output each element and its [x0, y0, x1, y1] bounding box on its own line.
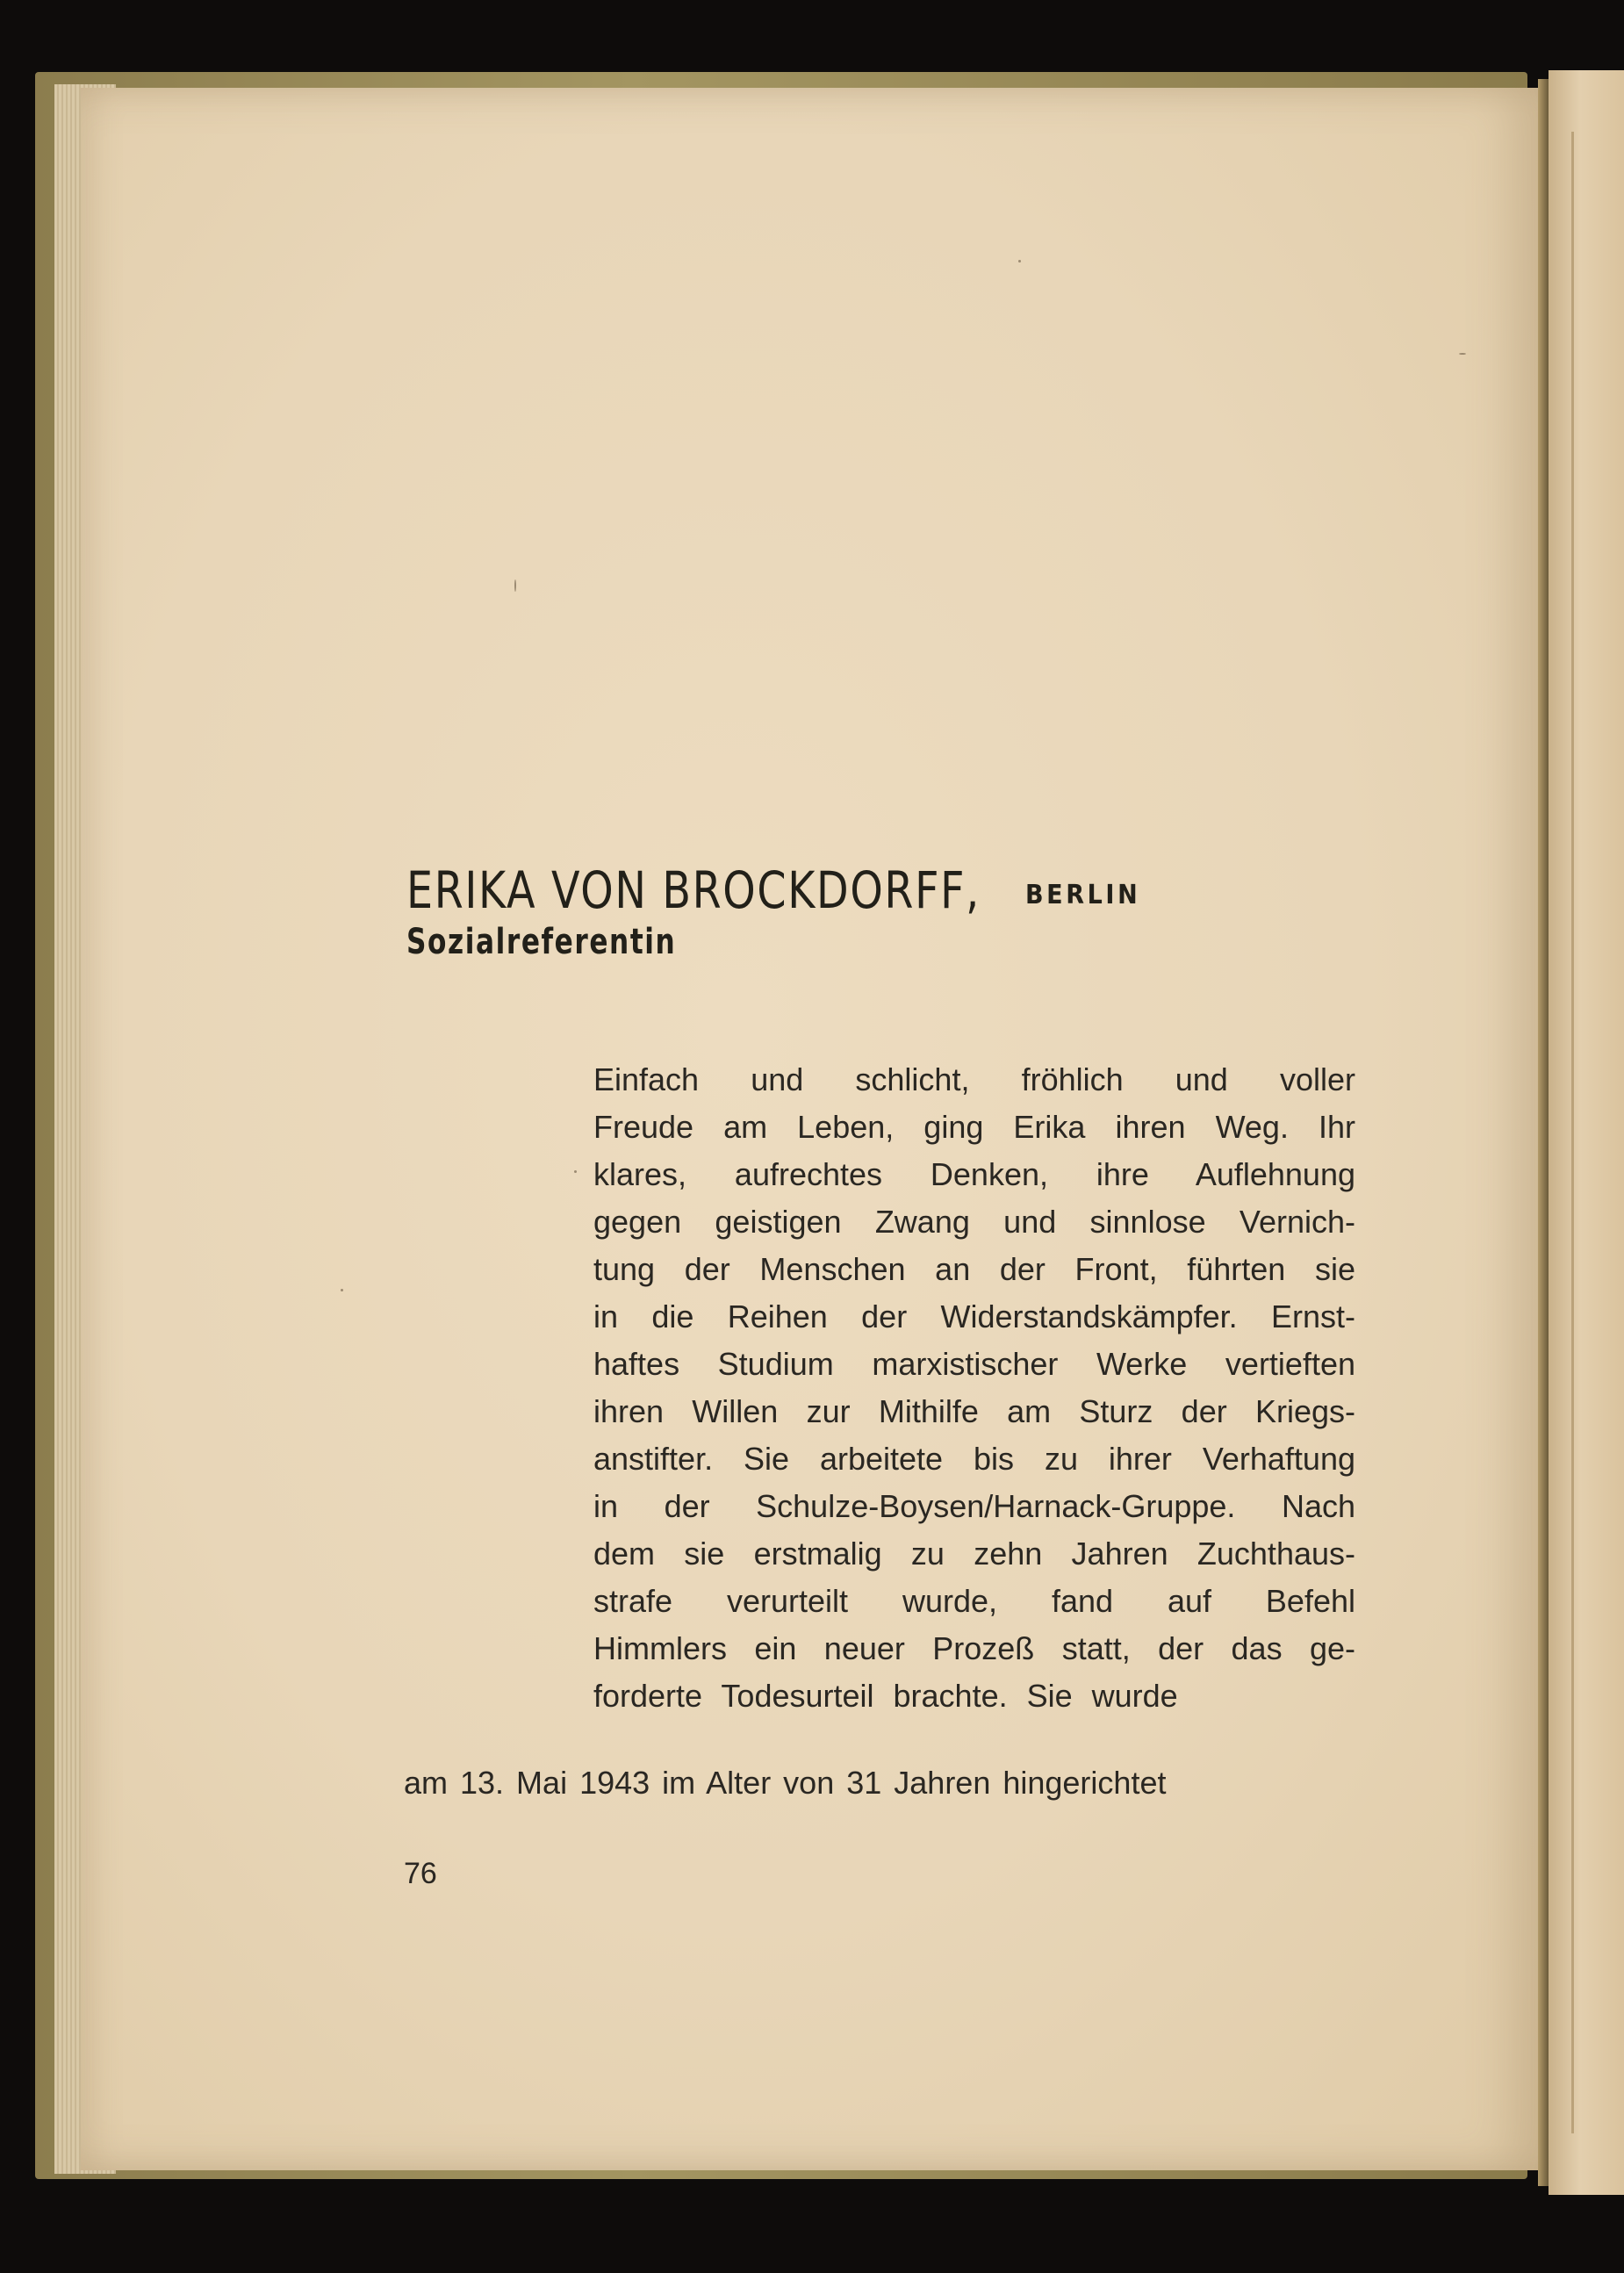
person-city: BERLIN [1025, 880, 1141, 910]
paper-speck [514, 579, 516, 592]
text-line: Freude am Leben, ging Erika ihren Weg. Ihr [593, 1109, 1355, 1145]
paper-speck [574, 1170, 577, 1173]
page-number: 76 [404, 1857, 437, 1890]
closing-line: am 13. Mai 1943 im Alter von 31 Jahren hingerichtet [404, 1765, 1167, 1801]
text-line: in der Schulze-Boysen/Harnack-Gruppe. Nach [593, 1488, 1355, 1524]
biography-text [593, 1056, 1355, 1720]
facing-page-crease [1571, 132, 1574, 2133]
text-line: Himmlers ein neuer Prozeß statt, der das ge- [593, 1630, 1355, 1666]
person-name: ERIKA VON BROCKDORFF, [406, 860, 981, 920]
text-line: ihren Willen zur Mithilfe am Sturz der Kriegs- [593, 1393, 1355, 1429]
text-line: forderte Todesurteil brachte. Sie wurde [593, 1678, 1178, 1714]
book-gutter [1538, 79, 1549, 2186]
paper-speck [1459, 353, 1466, 355]
text-line: Einfach und schlicht, fröhlich und voller [593, 1061, 1355, 1097]
text-line: tung der Menschen an der Front, führten sie [593, 1251, 1355, 1287]
text-line: anstifter. Sie arbeitete bis zu ihrer Verhaftung [593, 1441, 1355, 1477]
paper-speck [341, 1289, 343, 1291]
paper-speck [1018, 260, 1021, 263]
person-heading [406, 860, 1141, 920]
text-line: haftes Studium marxistischer Werke vertieften [593, 1346, 1355, 1382]
text-line: klares, aufrechtes Denken, ihre Auflehnung [593, 1156, 1355, 1192]
text-line: in die Reihen der Widerstandskämpfer. Ernst- [593, 1298, 1355, 1334]
text-line: dem sie erstmalig zu zehn Jahren Zuchthaus- [593, 1536, 1355, 1572]
facing-page-edge [1549, 70, 1624, 2195]
person-profession: Sozialreferentin [406, 922, 677, 962]
text-line: strafe verurteilt wurde, fand auf Befehl [593, 1583, 1355, 1619]
text-line: gegen geistigen Zwang und sinnlose Vernich- [593, 1204, 1355, 1240]
